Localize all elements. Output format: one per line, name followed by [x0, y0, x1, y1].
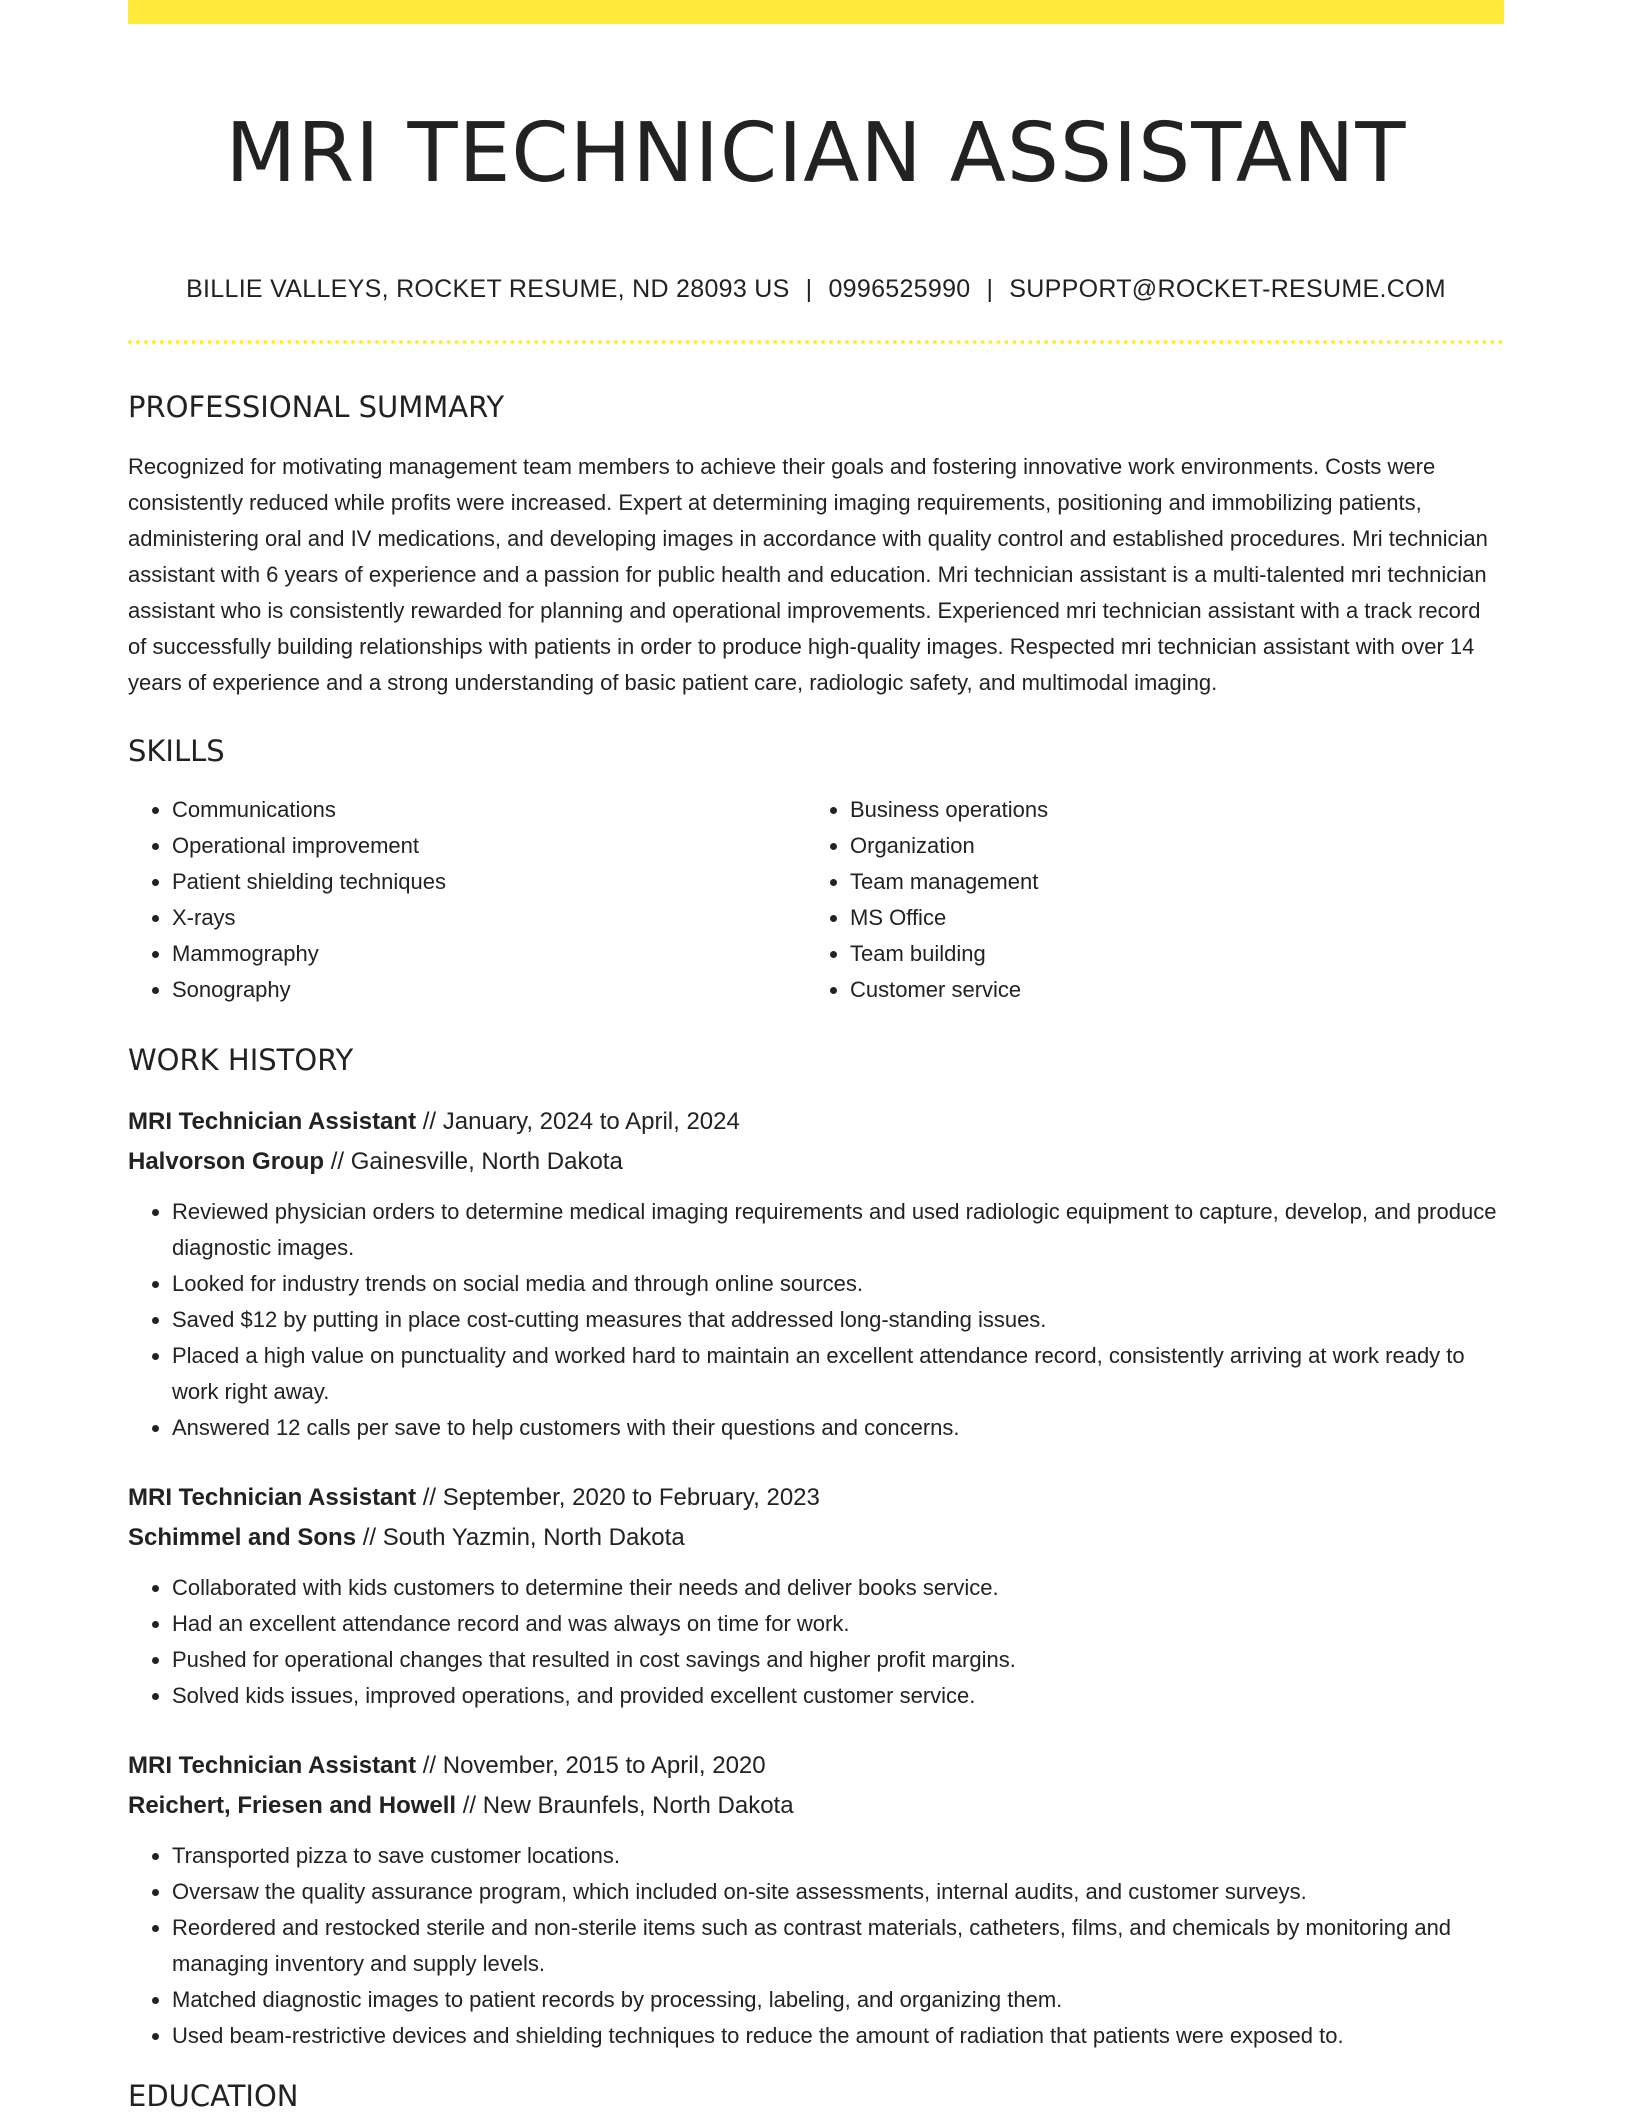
- summary-text: Recognized for motivating management team members to achieve their goals and fostering innovative work environments. Costs were consistently reduced while profits were increased. Expert at determining imaging requirements, positioning and immobilizing patients, administering oral and IV medications, and developing images in accordance with quality control and established procedures. Mri technician assistant with 6 years of experience and a passion for public health and education. Mri technician assistant is a multi-talented mri technician assistant who is consistently rewarded for planning and operational improvements. Experienced mri technician assistant with a track record of successfully building relationships with patients in order to produce high-quality images. Respected mri technician assistant with over 14 years of experience and a strong understanding of basic patient care, radiologic safety, and multimodal imaging.: [128, 454, 1488, 695]
- job-location: // Gainesville, North Dakota: [324, 1148, 623, 1175]
- job-title-line: [128, 1102, 1504, 1142]
- skill-item: • Organization: [850, 828, 1484, 864]
- skill-item: • MS Office: [850, 900, 1484, 936]
- skills-heading: SKILLS: [128, 734, 225, 768]
- job-bullet: • Matched diagnostic images to patient records by processing, labeling, and organizing them.: [172, 1982, 1504, 2018]
- job-entry: [128, 1478, 1504, 1714]
- dotted-divider: [128, 340, 1504, 344]
- education-heading: EDUCATION: [128, 2079, 299, 2113]
- skill-item: • Operational improvement: [172, 828, 806, 864]
- job-bullets: [128, 1838, 1504, 2054]
- job-bullet: • Looked for industry trends on social media and through online sources.: [172, 1266, 1504, 1302]
- skill-item: • Communications: [172, 792, 806, 828]
- job-company: Halvorson Group: [128, 1148, 325, 1175]
- job-location: // South Yazmin, North Dakota: [356, 1524, 685, 1551]
- contact-email: SUPPORT@ROCKET-RESUME.COM: [1009, 275, 1446, 303]
- job-dates: // November, 2015 to April, 2020: [416, 1752, 766, 1779]
- job-location: // New Braunfels, North Dakota: [456, 1792, 794, 1819]
- job-bullet: • Transported pizza to save customer locations.: [172, 1838, 1504, 1874]
- contact-line: [128, 272, 1504, 306]
- job-bullet: • Pushed for operational changes that resulted in cost savings and higher profit margins.: [172, 1642, 1504, 1678]
- skills-column-left: [128, 792, 806, 1008]
- summary-heading: PROFESSIONAL SUMMARY: [128, 390, 505, 424]
- job-bullets: [128, 1570, 1504, 1714]
- accent-bar: [128, 0, 1504, 24]
- job-dates: // September, 2020 to February, 2023: [416, 1484, 820, 1511]
- page-title: MRI TECHNICIAN ASSISTANT: [225, 106, 1407, 201]
- job-company-line: [128, 1786, 1504, 1826]
- job-company: Reichert, Friesen and Howell: [128, 1792, 457, 1819]
- contact-separator: |: [805, 275, 813, 303]
- job-dates: // January, 2024 to April, 2024: [416, 1108, 740, 1135]
- job-bullet: • Used beam-restrictive devices and shielding techniques to reduce the amount of radiation that patients were exposed to.: [172, 2018, 1504, 2054]
- job-bullets: [128, 1194, 1504, 1446]
- contact-separator: |: [986, 275, 994, 303]
- job-company-line: [128, 1518, 1504, 1558]
- skills-column-right: [806, 792, 1484, 1008]
- skill-item: • Customer service: [850, 972, 1484, 1008]
- contact-address: BILLIE VALLEYS, ROCKET RESUME, ND 28093 US: [186, 275, 790, 303]
- job-bullet: • Answered 12 calls per save to help customers with their questions and concerns.: [172, 1410, 1504, 1446]
- work-history-heading: WORK HISTORY: [128, 1043, 354, 1077]
- job-title: MRI Technician Assistant: [128, 1752, 417, 1779]
- job-bullet: • Saved $12 by putting in place cost-cutting measures that addressed long-standing issues.: [172, 1302, 1504, 1338]
- job-bullet: • Reviewed physician orders to determine medical imaging requirements and used radiologic equipment to capture, develop, and produce diagnostic images.: [172, 1194, 1504, 1266]
- job-title: MRI Technician Assistant: [128, 1484, 417, 1511]
- skill-item: • X-rays: [172, 900, 806, 936]
- contact-phone: 0996525990: [828, 275, 971, 303]
- skill-item: • Team building: [850, 936, 1484, 972]
- job-bullet: • Had an excellent attendance record and was always on time for work.: [172, 1606, 1504, 1642]
- job-bullet: • Reordered and restocked sterile and non-sterile items such as contrast materials, catheters, films, and chemicals by monitoring and managing inventory and supply levels.: [172, 1910, 1504, 1982]
- skill-item: • Sonography: [172, 972, 806, 1008]
- skill-item: • Mammography: [172, 936, 806, 972]
- job-bullet: • Placed a high value on punctuality and worked hard to maintain an excellent attendance record, consistently arriving at work ready to work right away.: [172, 1338, 1504, 1410]
- job-entry: [128, 1102, 1504, 1446]
- job-title: MRI Technician Assistant: [128, 1108, 417, 1135]
- skill-item: • Patient shielding techniques: [172, 864, 806, 900]
- job-company: Schimmel and Sons: [128, 1524, 357, 1551]
- resume-page: [128, 0, 1504, 2116]
- job-entry: [128, 1746, 1504, 2054]
- job-company-line: [128, 1142, 1504, 1182]
- job-bullet: • Collaborated with kids customers to determine their needs and deliver books service.: [172, 1570, 1504, 1606]
- skill-item: • Business operations: [850, 792, 1484, 828]
- skills-list: [128, 792, 1504, 1008]
- job-title-line: [128, 1478, 1504, 1518]
- job-title-line: [128, 1746, 1504, 1786]
- job-bullet: • Oversaw the quality assurance program, which included on-site assessments, internal audits, and customer surveys.: [172, 1874, 1504, 1910]
- job-bullet: • Solved kids issues, improved operations, and provided excellent customer service.: [172, 1678, 1504, 1714]
- skill-item: • Team management: [850, 864, 1484, 900]
